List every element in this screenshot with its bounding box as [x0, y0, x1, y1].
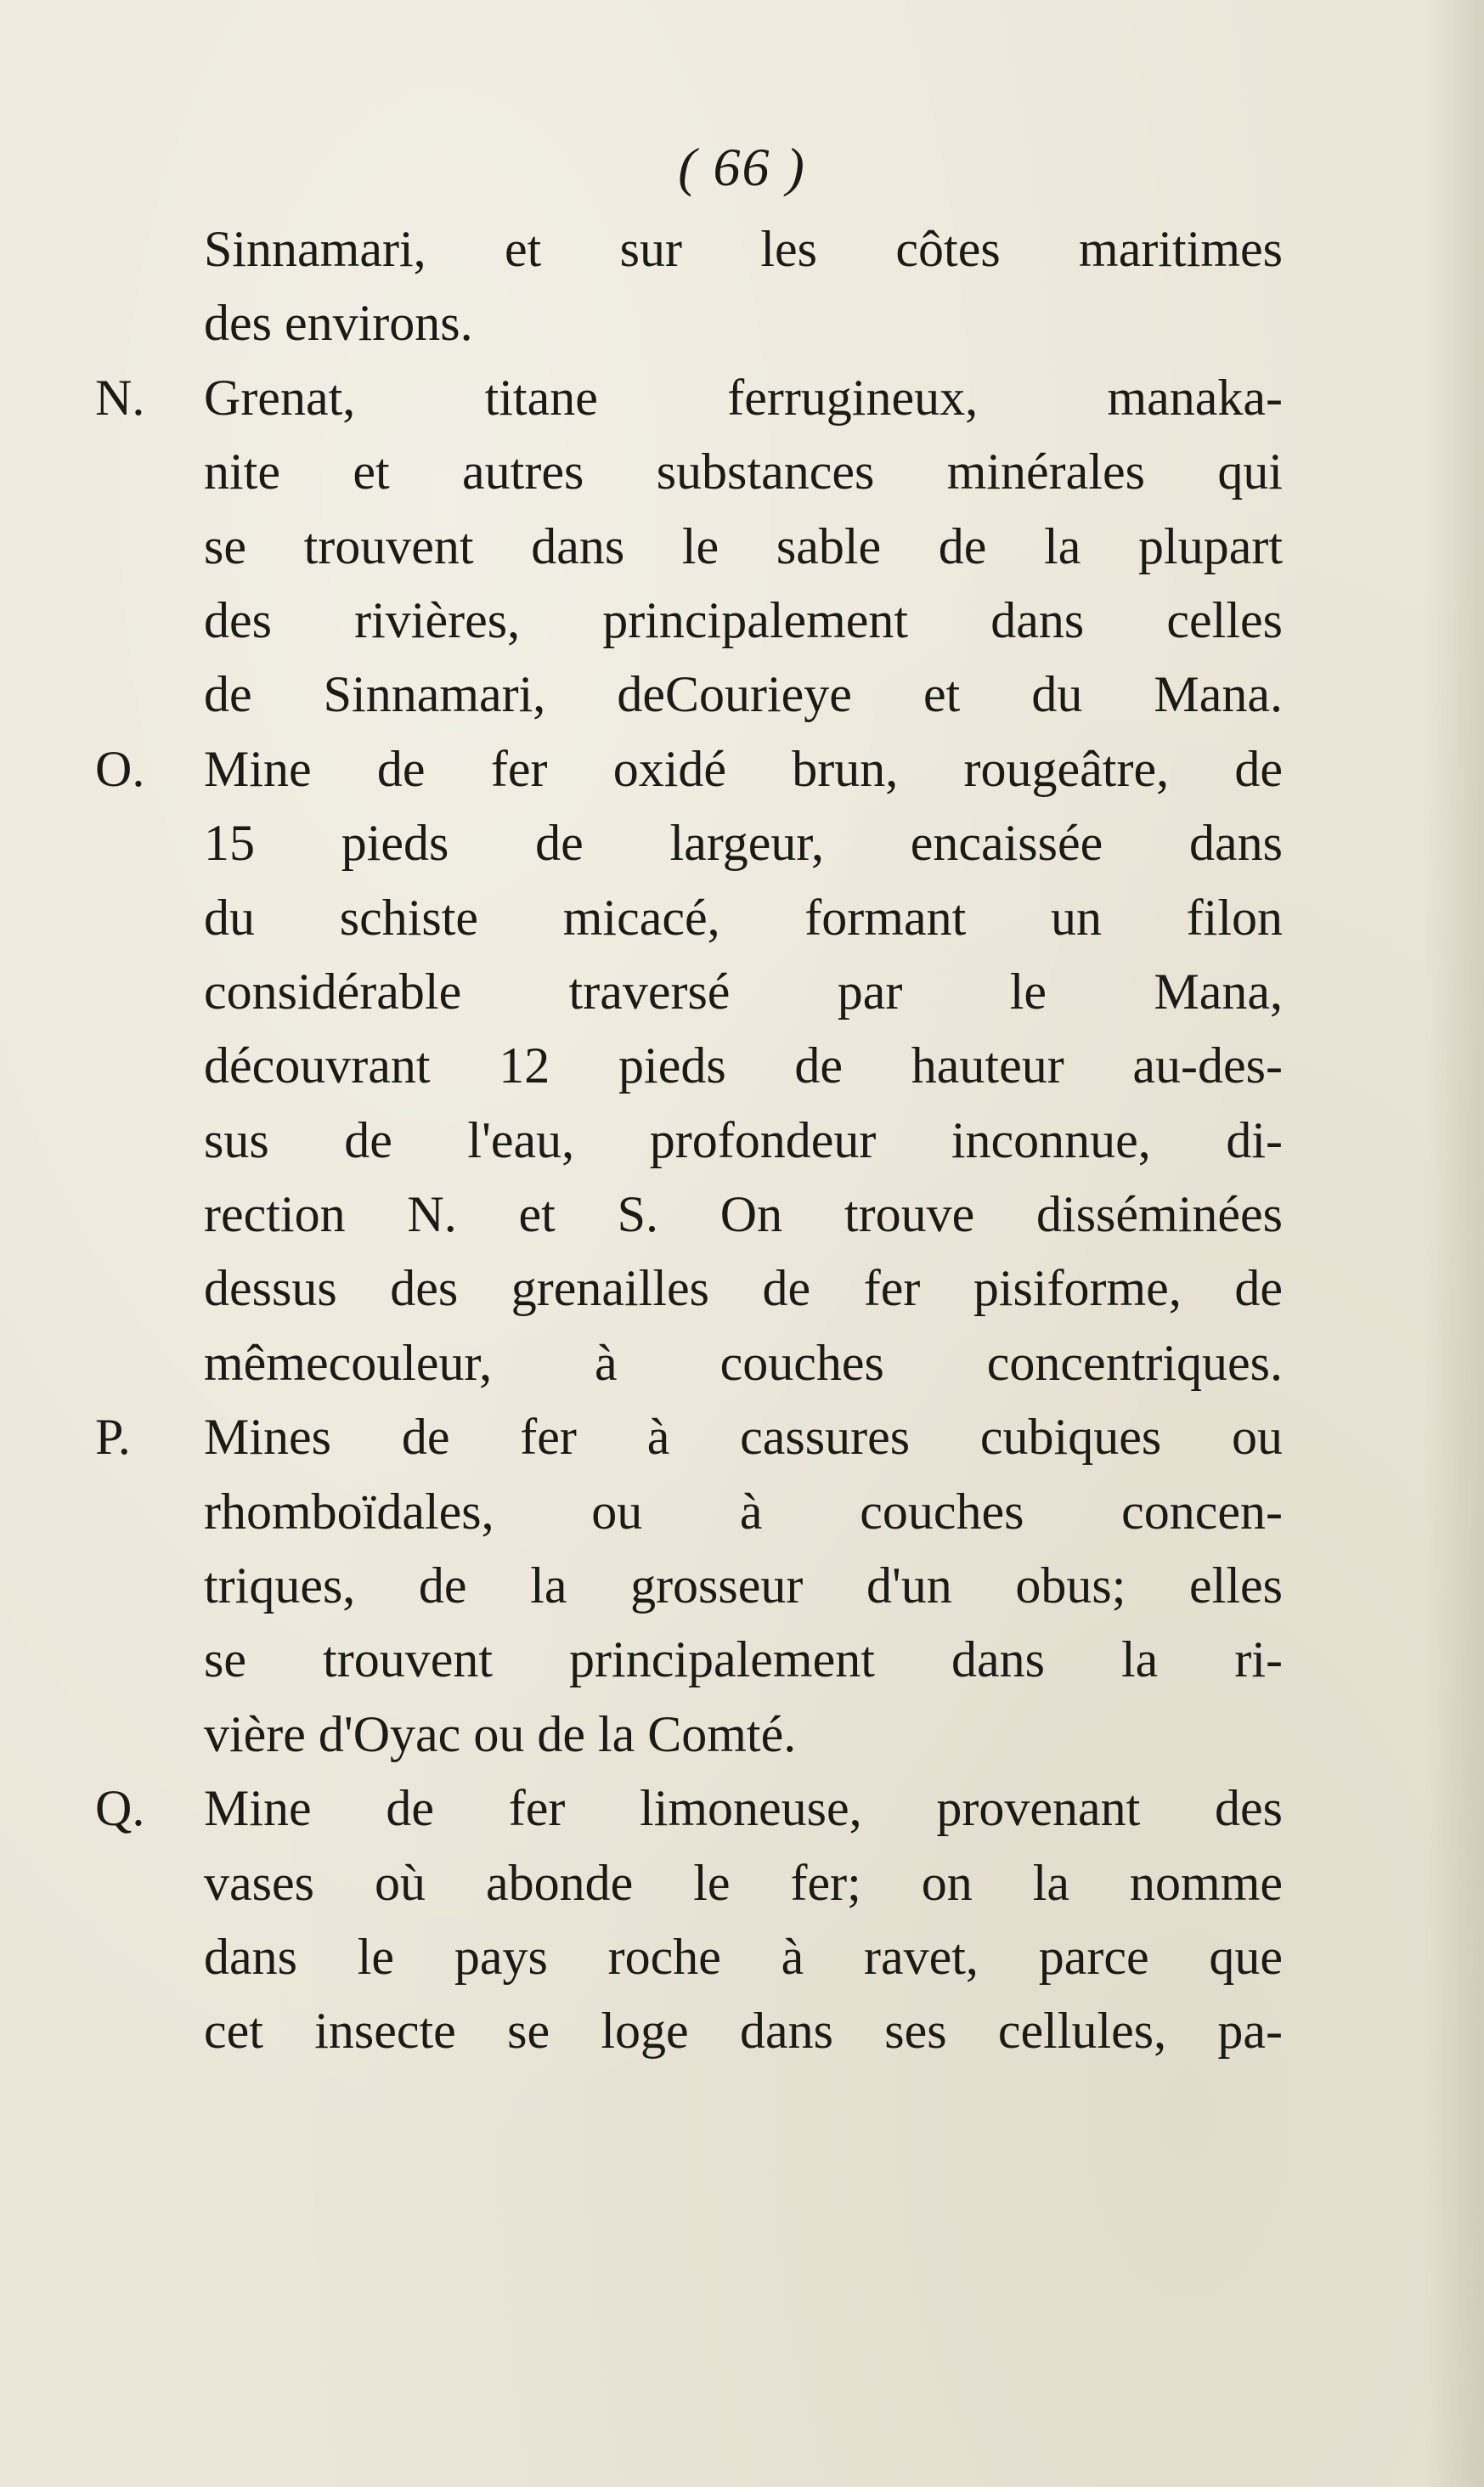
line-text: vière d'Oyac ou de la Comté.: [204, 1705, 797, 1762]
text-line: [204, 806, 1283, 880]
section-marker: Q.: [95, 1780, 145, 1837]
line-text: Mines de fer à cassures cubiques ou: [204, 1409, 1283, 1466]
body-text: [95, 212, 1283, 2069]
text-line: [204, 1994, 1283, 2068]
text-line: [204, 1326, 1283, 1400]
section-marker: N.: [95, 369, 145, 426]
text-line: [204, 1698, 1283, 1772]
line-text: Mine de fer limoneuse, provenant des: [204, 1780, 1283, 1837]
text-line: [95, 361, 1283, 435]
text-line: [95, 1400, 1283, 1474]
line-text: de Sinnamari, deCourieye et du Mana.: [204, 666, 1283, 723]
line-text: dans le pays roche à ravet, parce que: [204, 1928, 1283, 1985]
text-line: [204, 435, 1283, 509]
line-text: se trouvent dans le sable de la plupart: [204, 517, 1283, 574]
line-text: cet insecte se loge dans ses cellules, pa-: [204, 2003, 1283, 2060]
text-line: [204, 286, 1283, 360]
text-line: [204, 1104, 1283, 1178]
line-text: se trouvent principalement dans la ri-: [204, 1631, 1283, 1688]
text-line: [204, 510, 1283, 584]
line-text: sus de l'eau, profondeur inconnue, di-: [204, 1111, 1283, 1168]
line-text: des rivières, principalement dans celles: [204, 591, 1283, 648]
text-line: [204, 658, 1283, 732]
line-text: considérable traversé par le Mana,: [204, 963, 1283, 1020]
text-line: [95, 1772, 1283, 1845]
section-marker: O.: [95, 740, 145, 797]
line-text: triques, de la grosseur d'un obus; elles: [204, 1557, 1283, 1614]
line-text: mêmecouleur, à couches concentriques.: [204, 1334, 1283, 1391]
line-text: du schiste micacé, formant un filon: [204, 889, 1283, 946]
text-line: [204, 1475, 1283, 1549]
page-edge-shadow: [1425, 0, 1484, 2487]
text-line: [204, 1623, 1283, 1697]
page-number: ( 66 ): [678, 137, 806, 197]
text-line: [204, 584, 1283, 658]
text-line: [204, 1178, 1283, 1252]
line-text: dessus des grenailles de fer pisiforme, de: [204, 1260, 1283, 1317]
text-line: [95, 732, 1283, 806]
text-line: [204, 1549, 1283, 1623]
line-text: des environs.: [204, 295, 473, 352]
section-marker: P.: [95, 1409, 131, 1466]
text-line: [204, 1920, 1283, 1994]
line-text: rection N. et S. On trouve disséminées: [204, 1186, 1283, 1243]
text-line: [204, 212, 1283, 286]
text-line: [204, 1029, 1283, 1103]
line-text: découvrant 12 pieds de hauteur au-des-: [204, 1037, 1283, 1094]
text-line: [204, 1846, 1283, 1920]
text-line: [204, 1252, 1283, 1325]
line-text: vases où abonde le fer; on la nomme: [204, 1854, 1283, 1911]
line-text: nite et autres substances minérales qui: [204, 444, 1283, 500]
line-text: 15 pieds de largeur, encaissée dans: [204, 815, 1283, 872]
text-line: [204, 955, 1283, 1029]
text-line: [204, 881, 1283, 955]
line-text: rhomboïdales, ou à couches concen-: [204, 1483, 1283, 1540]
line-text: Mine de fer oxidé brun, rougeâtre, de: [204, 740, 1283, 797]
line-text: Grenat, titane ferrugineux, manaka-: [204, 369, 1283, 426]
line-text: Sinnamari, et sur les côtes maritimes: [204, 221, 1283, 277]
